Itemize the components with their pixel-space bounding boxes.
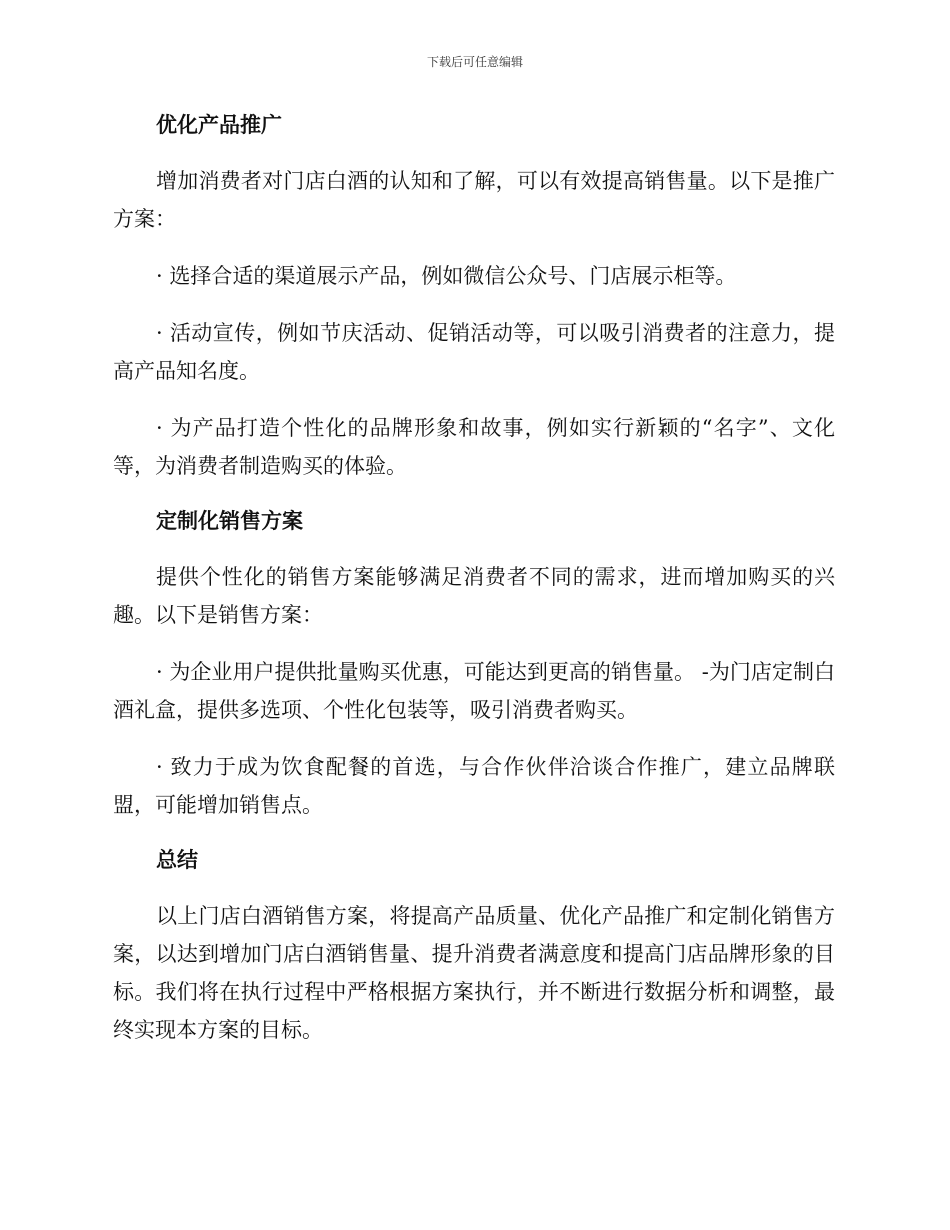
bullet-item: · 为企业用户提供批量购买优惠，可能达到更高的销售量。 -为门店定制白酒礼盒，提供多选项、个性化包装等，吸引消费者购买。 bbox=[113, 660, 835, 722]
summary-paragraph: 以上门店白酒销售方案，将提高产品质量、优化产品推广和定制化销售方案，以达到增加门店白酒销售量、提升消费者满意度和提高门店品牌形象的目标。我们将在执行过程中严格根据方案执行，并不断进行数据分析和调整，最终实现本方案的目标。 bbox=[113, 904, 835, 1042]
bullet-item: · 活动宣传，例如节庆活动、促销活动等，可以吸引消费者的注意力，提高产品知名度。 bbox=[113, 321, 835, 383]
bullet-item: · 选择合适的渠道展示产品，例如微信公众号、门店展示柜等。 bbox=[156, 264, 737, 288]
bullet-item: · 致力于成为饮食配餐的首选，与合作伙伴洽谈合作推广，建立品牌联盟，可能增加销售点。 bbox=[113, 755, 835, 817]
section-heading-promotion: 优化产品推广 bbox=[156, 113, 282, 137]
section-intro-promotion: 增加消费者对门店白酒的认知和了解，可以有效提高销售量。以下是推广方案： bbox=[113, 169, 835, 231]
document-body bbox=[113, 108, 835, 1068]
section-intro-custom-sales: 提供个性化的销售方案能够满足消费者不同的需求，进而增加购买的兴趣。以下是销售方案： bbox=[113, 565, 835, 627]
section-heading-summary: 总结 bbox=[156, 848, 198, 872]
page-header: 下载后可任意编辑 bbox=[426, 55, 523, 69]
bullet-item: · 为产品打造个性化的品牌形象和故事，例如实行新颖的“名字”、文化等，为消费者制造购买的体验。 bbox=[113, 416, 835, 478]
section-heading-custom-sales: 定制化销售方案 bbox=[156, 509, 303, 533]
